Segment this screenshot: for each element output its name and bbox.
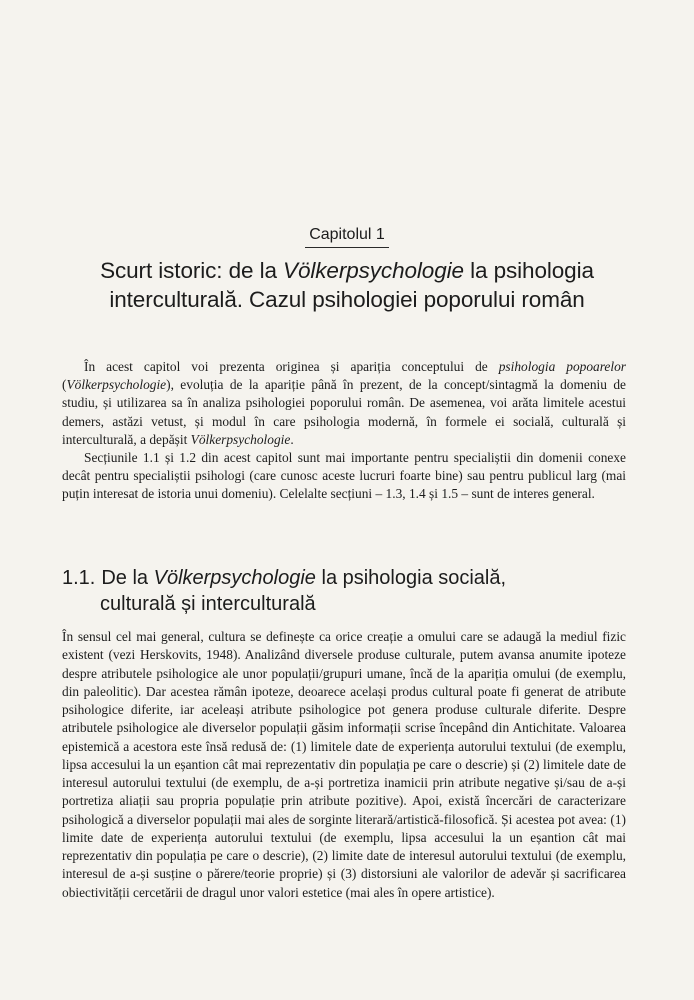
chapter-intro: [62, 358, 626, 504]
intro-p1-text-c: ), evoluția de la apariție până în prezent, de la concept/sintagmă la domeniu de studiu, și utilizarea sa în analiza psihologiei poporului român. De asemenea, voi arăta limitele acestui demers, astăzi vetust, și modul în care psihologia modernă, în formele ei socială, culturală și interculturală, a depășit: [62, 377, 626, 447]
intro-p1-italic-3: Völkerpsychologie: [190, 431, 291, 447]
intro-p1-text-a: În acest capitol voi prezenta originea și apariția conceptului de: [84, 359, 499, 374]
intro-p1-text-d: .: [290, 431, 294, 447]
chapter-title-italic: Völkerpsychologie: [283, 258, 464, 283]
section-title-italic: Völkerpsychologie: [153, 567, 316, 589]
section-heading: [62, 565, 602, 617]
intro-paragraph-1: [62, 358, 626, 449]
chapter-title-part1: Scurt istoric: de la: [100, 258, 284, 283]
intro-p1-italic-1: psihologia popoarelor: [498, 359, 627, 374]
section-title-line2: culturală și interculturală: [100, 593, 316, 615]
intro-paragraph-2: Secțiunile 1.1 și 1.2 din acest capitol sunt mai importante pentru specialiștii din domenii conexe decât pentru specialiștii psihologi (care cunosc aceste lucruri foarte bine) sau pentru publicul larg (mai puțin interesat de istoria unui domeniu). Celelalte secțiuni – 1.3, 1.4 și 1.5 – sunt de interes general.: [62, 450, 626, 502]
section-number: 1.1.: [62, 567, 96, 589]
section-title-a: De la: [101, 567, 154, 589]
chapter-title-part2: la psihologia interculturală. Cazul psihologiei poporului român: [109, 258, 594, 312]
chapter-label: [0, 226, 694, 248]
section-title-b: la psihologia socială,: [315, 567, 507, 589]
chapter-title: [50, 256, 644, 314]
section-body: [62, 628, 626, 902]
body-paragraph-1: În sensul cel mai general, cultura se definește ca orice creație a omului care se adaugă la mediul fizic existent (vezi Herskovits, 1948). Analizând diversele produse culturale, putem avansa anumite ipoteze despre atributele psihologice ale unor populații/grupuri umane, încă de la apariția omului (de exemplu, din paleolitic). Dar acestea rămân ipoteze, deoarece același produs cultural poate fi generat de atribute psihologice diferite, iar aceleași atribute psihologice pot genera produse culturale diferite. Despre atributele psihologice ale diverselor populații găsim informații scrise începând din Antichitate. Valoarea epistemică a acestora este însă redusă de: (1) limitele date de experiența autorului textului (de exemplu, lipsa accesului la un eșantion cât mai reprezentativ din populația pe care o descrie) și (2) limitele date de interesul autorului textului (de exemplu, de a-și portretiza inamicii prin atribute negative și/sau de a-și portretiza aliații sau propria populație prin atribute pozitive). Apoi, există încercări de caracterizare psihologică a diverselor populații mai ales de sorginte literară/artistică-filosofică. Și acestea pot avea: (1) limite date de experiența autorului textului (de exemplu, lipsa accesului la un eșantion cât mai reprezentativ din populația pe care o descrie), (2) limite date de interesul autorului textului (de exemplu, interesul de a-și susține o părere/teorie proprie) și (3) distorsiuni ale valorilor de adevăr și sacrificarea obiectivității cercetării de dragul unor valori estetice (mai ales în opere artistice).: [62, 629, 626, 900]
intro-p1-italic-2: Völkerpsychologie: [66, 377, 167, 393]
intro-p1-text-b: (: [62, 377, 67, 393]
chapter-label-text: Capitolul 1: [305, 226, 389, 248]
